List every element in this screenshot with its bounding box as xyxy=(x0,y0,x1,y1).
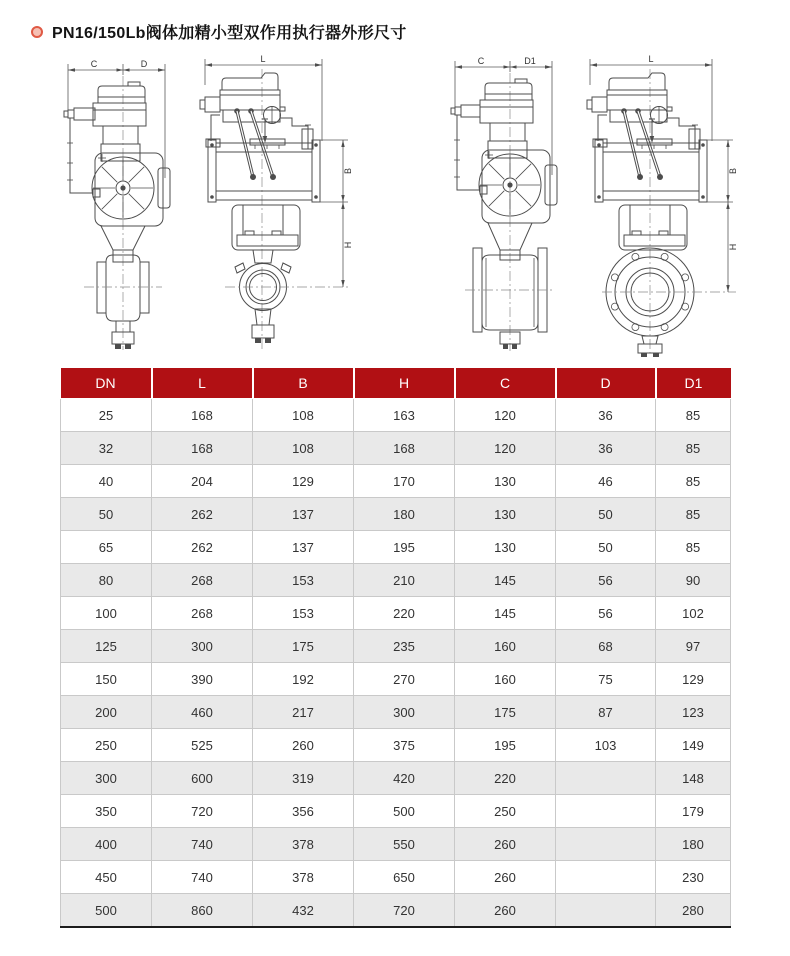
yoke-bracket xyxy=(232,205,300,250)
dim-label-l: L xyxy=(648,55,654,64)
table-cell: 390 xyxy=(152,663,253,696)
table-cell: 220 xyxy=(354,597,455,630)
table-cell: 108 xyxy=(253,432,354,465)
table-cell: 250 xyxy=(61,729,152,762)
table-cell: 378 xyxy=(253,861,354,894)
table-cell: 108 xyxy=(253,399,354,432)
table-cell: 250 xyxy=(455,795,556,828)
table-cell: 145 xyxy=(455,597,556,630)
table-cell: 32 xyxy=(61,432,152,465)
table-cell: 525 xyxy=(152,729,253,762)
actuator-head xyxy=(64,82,146,161)
table-row xyxy=(61,465,731,498)
table-cell: 204 xyxy=(152,465,253,498)
table-cell: 90 xyxy=(656,564,731,597)
table-cell: 153 xyxy=(253,597,354,630)
table-cell: 97 xyxy=(656,630,731,663)
table-cell: 120 xyxy=(455,432,556,465)
table-cell: 175 xyxy=(253,630,354,663)
table-head-row xyxy=(61,368,731,399)
table-body xyxy=(61,399,731,928)
table-row xyxy=(61,762,731,795)
table-cell: 137 xyxy=(253,531,354,564)
table-cell: 217 xyxy=(253,696,354,729)
table-cell: 270 xyxy=(354,663,455,696)
dim-label-c: C xyxy=(477,56,485,66)
table-cell: 163 xyxy=(354,399,455,432)
table-cell: 420 xyxy=(354,762,455,795)
dim-label-b: B xyxy=(343,167,353,175)
dimension-lines-right xyxy=(707,140,738,292)
table-cell: 300 xyxy=(152,630,253,663)
table-cell: 319 xyxy=(253,762,354,795)
table-cell: 235 xyxy=(354,630,455,663)
dimension-lines xyxy=(455,56,552,175)
table-row xyxy=(61,696,731,729)
dim-label-h: H xyxy=(728,243,738,251)
dimension-lines xyxy=(68,59,165,178)
table-cell: 168 xyxy=(152,432,253,465)
column-header: B xyxy=(253,368,354,399)
dim-label-d1: D1 xyxy=(524,56,536,66)
table-cell: 400 xyxy=(61,828,152,861)
bullet-icon xyxy=(31,26,43,38)
table-cell: 262 xyxy=(152,498,253,531)
table-cell: 85 xyxy=(656,432,731,465)
table-cell xyxy=(556,861,656,894)
valve-body xyxy=(225,250,351,343)
table-row xyxy=(61,729,731,762)
table-cell: 200 xyxy=(61,696,152,729)
table-cell: 160 xyxy=(455,663,556,696)
table-cell: 230 xyxy=(656,861,731,894)
table-cell: 378 xyxy=(253,828,354,861)
table-cell: 356 xyxy=(253,795,354,828)
table-cell: 85 xyxy=(656,498,731,531)
dimension-lines xyxy=(205,55,322,141)
dim-label-l: L xyxy=(260,55,266,64)
table-row xyxy=(61,663,731,696)
page-title: PN16/150Lb阀体加精小型双作用执行器外形尺寸 xyxy=(52,25,407,42)
table-cell: 180 xyxy=(354,498,455,531)
table-row xyxy=(61,498,731,531)
table-row xyxy=(61,399,731,432)
table-cell: 168 xyxy=(354,432,455,465)
table-cell: 130 xyxy=(455,498,556,531)
table-cell: 129 xyxy=(253,465,354,498)
table-row xyxy=(61,630,731,663)
table-cell: 56 xyxy=(556,597,656,630)
positioner xyxy=(200,73,285,124)
table-cell: 149 xyxy=(656,729,731,762)
column-header: D xyxy=(556,368,656,399)
table-cell: 85 xyxy=(656,531,731,564)
table-cell: 740 xyxy=(152,861,253,894)
table-cell: 123 xyxy=(656,696,731,729)
table-cell: 720 xyxy=(152,795,253,828)
table-cell: 260 xyxy=(455,861,556,894)
table-cell: 600 xyxy=(152,762,253,795)
table-cell: 145 xyxy=(455,564,556,597)
table-cell: 650 xyxy=(354,861,455,894)
table-cell: 129 xyxy=(656,663,731,696)
table-cell: 432 xyxy=(253,894,354,928)
table-cell: 103 xyxy=(556,729,656,762)
table-cell: 65 xyxy=(61,531,152,564)
table-cell: 175 xyxy=(455,696,556,729)
dimension-lines-right xyxy=(317,140,353,287)
table-cell: 137 xyxy=(253,498,354,531)
table-cell: 130 xyxy=(455,531,556,564)
table-cell: 148 xyxy=(656,762,731,795)
actuator-head xyxy=(451,79,533,158)
table-cell: 100 xyxy=(61,597,152,630)
column-header: D1 xyxy=(656,368,731,399)
table-cell: 85 xyxy=(656,399,731,432)
dimension-lines xyxy=(590,55,712,141)
table-cell: 260 xyxy=(253,729,354,762)
table-cell xyxy=(556,828,656,861)
table-cell: 36 xyxy=(556,399,656,432)
table-cell: 40 xyxy=(61,465,152,498)
table-cell: 550 xyxy=(354,828,455,861)
table-cell: 102 xyxy=(656,597,731,630)
table-row xyxy=(61,861,731,894)
dim-label-d: D xyxy=(140,59,148,69)
table-cell: 740 xyxy=(152,828,253,861)
table-cell: 50 xyxy=(61,498,152,531)
drawing-front-view-wafer xyxy=(195,55,355,355)
dim-label-b: B xyxy=(728,167,738,175)
air-tubes xyxy=(621,108,663,180)
table-cell: 75 xyxy=(556,663,656,696)
table-cell: 460 xyxy=(152,696,253,729)
table-cell: 168 xyxy=(152,399,253,432)
table-cell: 220 xyxy=(455,762,556,795)
table-cell: 87 xyxy=(556,696,656,729)
table-cell: 260 xyxy=(455,894,556,928)
gearbox xyxy=(479,150,557,223)
table-cell xyxy=(556,894,656,928)
drawing-side-view-flanged xyxy=(430,55,565,355)
table-cell: 153 xyxy=(253,564,354,597)
table-cell: 56 xyxy=(556,564,656,597)
table-cell: 300 xyxy=(354,696,455,729)
table-row xyxy=(61,894,731,928)
table-cell: 375 xyxy=(354,729,455,762)
table-row xyxy=(61,828,731,861)
table-cell: 260 xyxy=(455,828,556,861)
table-row xyxy=(61,531,731,564)
table-cell: 500 xyxy=(354,795,455,828)
table-cell: 85 xyxy=(656,465,731,498)
table-cell: 36 xyxy=(556,432,656,465)
table-row xyxy=(61,795,731,828)
table-cell: 860 xyxy=(152,894,253,928)
table-cell: 720 xyxy=(354,894,455,928)
table-cell: 179 xyxy=(656,795,731,828)
positioner xyxy=(587,73,672,124)
table-row xyxy=(61,564,731,597)
table-cell: 350 xyxy=(61,795,152,828)
yoke-bracket xyxy=(619,205,687,250)
page-title-row xyxy=(31,20,407,43)
table-row xyxy=(61,597,731,630)
table-cell: 262 xyxy=(152,531,253,564)
table-cell: 170 xyxy=(354,465,455,498)
column-header: DN xyxy=(61,368,152,399)
table-cell: 80 xyxy=(61,564,152,597)
table-cell: 210 xyxy=(354,564,455,597)
table-cell: 300 xyxy=(61,762,152,795)
gearbox xyxy=(92,153,170,226)
table-cell: 192 xyxy=(253,663,354,696)
table-cell: 195 xyxy=(354,531,455,564)
table-row xyxy=(61,432,731,465)
table-cell: 130 xyxy=(455,465,556,498)
table-cell: 50 xyxy=(556,531,656,564)
column-header: L xyxy=(152,368,253,399)
column-header: H xyxy=(354,368,455,399)
table-cell: 500 xyxy=(61,894,152,928)
dim-label-c: C xyxy=(90,59,98,69)
column-header: C xyxy=(455,368,556,399)
table-cell: 180 xyxy=(656,828,731,861)
table-cell: 68 xyxy=(556,630,656,663)
air-tubes xyxy=(234,108,276,180)
table-cell: 450 xyxy=(61,861,152,894)
table-cell: 120 xyxy=(455,399,556,432)
table-cell: 125 xyxy=(61,630,152,663)
table-cell: 195 xyxy=(455,729,556,762)
table-cell: 280 xyxy=(656,894,731,928)
table-cell: 268 xyxy=(152,597,253,630)
table-cell: 46 xyxy=(556,465,656,498)
table-cell: 160 xyxy=(455,630,556,663)
table-cell: 50 xyxy=(556,498,656,531)
table-cell: 268 xyxy=(152,564,253,597)
dim-label-h: H xyxy=(343,241,353,249)
table-cell: 150 xyxy=(61,663,152,696)
table-cell xyxy=(556,795,656,828)
table-cell xyxy=(556,762,656,795)
dimension-table xyxy=(60,368,731,928)
table-cell: 25 xyxy=(61,399,152,432)
valve-flange xyxy=(602,248,736,357)
drawing-front-view-flanged xyxy=(578,55,743,357)
drawing-side-view-wafer xyxy=(52,58,197,353)
